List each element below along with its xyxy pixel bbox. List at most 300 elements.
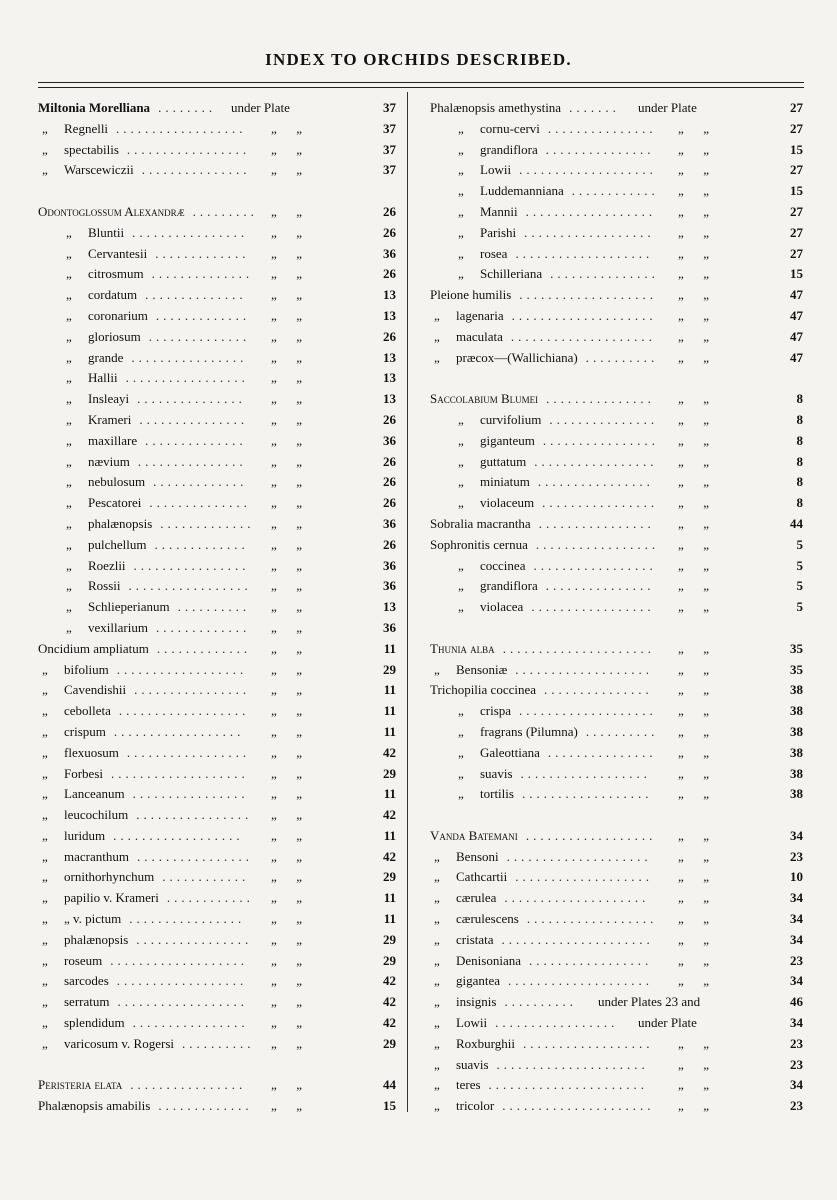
entry-name: miniatum xyxy=(480,474,530,490)
entry-name: sarcodes xyxy=(64,973,109,989)
leader-dots: ............ xyxy=(166,890,254,906)
index-entry xyxy=(38,493,396,514)
plate-number: 34 xyxy=(790,1015,803,1031)
ditto-mark: „ xyxy=(42,994,48,1010)
index-entry xyxy=(38,472,396,493)
plate-number: 29 xyxy=(383,661,396,677)
plate-number: 38 xyxy=(790,723,803,739)
ditto-mark: „ xyxy=(434,994,440,1010)
plate-reference: under Plate xyxy=(638,1015,697,1031)
entry-name: Bensoni xyxy=(456,848,499,864)
leader-dots: ................. xyxy=(534,453,658,469)
plate-reference: „ „ xyxy=(271,703,303,719)
index-entry xyxy=(38,535,396,556)
plate-reference: „ „ xyxy=(271,224,303,240)
plate-number: 38 xyxy=(790,703,803,719)
plate-reference: „ „ xyxy=(271,411,303,427)
plate-number: 5 xyxy=(796,557,803,573)
plate-reference: „ „ xyxy=(678,931,710,947)
index-entry xyxy=(430,535,803,556)
leader-dots: ................. xyxy=(495,1015,619,1031)
leader-dots: ................ xyxy=(130,1077,247,1093)
entry-name: nebulosum xyxy=(88,474,146,490)
plate-reference: „ „ xyxy=(678,786,710,802)
plate-reference: „ „ xyxy=(271,1077,303,1093)
plate-reference: „ „ xyxy=(678,890,710,906)
plate-number: 44 xyxy=(790,515,803,531)
leader-dots: ............... xyxy=(550,266,659,282)
plate-number: 11 xyxy=(383,890,396,906)
entry-name: Bluntii xyxy=(88,224,125,240)
plate-reference: „ „ xyxy=(678,203,710,219)
plate-reference: „ „ xyxy=(271,848,303,864)
ditto-mark: „ xyxy=(434,661,440,677)
plate-reference: „ „ xyxy=(271,287,303,303)
entry-name: Cathcartii xyxy=(456,869,508,885)
leader-dots: ................... xyxy=(110,952,249,968)
index-entry xyxy=(38,764,396,785)
plate-reference: „ „ xyxy=(678,162,710,178)
ditto-mark: „ xyxy=(458,474,464,490)
entry-name: gloriosum xyxy=(88,328,141,344)
plate-reference: „ „ xyxy=(678,578,710,594)
entry-name: Phalænopsis amethystina xyxy=(430,100,562,115)
plate-number: 38 xyxy=(790,744,803,760)
index-entry xyxy=(430,1096,803,1117)
entry-name: Lowii xyxy=(480,162,512,178)
index-entry xyxy=(430,1075,803,1096)
entry-name: violacea xyxy=(480,599,524,615)
plate-number: 8 xyxy=(796,453,803,469)
index-entry xyxy=(430,701,803,722)
entry-name: varicosum v. Rogersi xyxy=(64,1035,174,1051)
index-entry xyxy=(430,1034,803,1055)
index-entry xyxy=(430,264,803,285)
index-entry xyxy=(430,576,803,597)
index-entry xyxy=(430,764,803,785)
leader-dots: .................. xyxy=(116,973,248,989)
leader-dots: .................. xyxy=(117,994,248,1010)
plate-number: 8 xyxy=(796,411,803,427)
plate-reference: „ „ xyxy=(678,120,710,136)
index-entry xyxy=(38,1013,396,1034)
plate-reference: under Plates 23 and xyxy=(598,994,701,1010)
plate-number: 29 xyxy=(383,931,396,947)
index-entry xyxy=(38,660,396,681)
ditto-mark: „ xyxy=(458,557,464,573)
entry-name: maculata xyxy=(456,328,503,344)
entry-name: Saccolabium Blumei xyxy=(430,391,539,407)
plate-number: 46 xyxy=(790,994,803,1010)
leader-dots: ................... xyxy=(519,703,657,719)
entry-name: Regnelli xyxy=(64,120,109,136)
plate-number: 5 xyxy=(796,578,803,594)
ditto-mark: „ xyxy=(42,952,48,968)
leader-dots: .............. xyxy=(149,495,251,511)
ditto-mark: „ xyxy=(66,370,72,386)
index-entry xyxy=(430,743,803,764)
entry-name: cebolleta xyxy=(64,703,111,719)
index-entry xyxy=(38,1075,396,1096)
entry-name: Phalænopsis amabilis xyxy=(38,1098,151,1114)
entry-name: Galeottiana xyxy=(480,744,540,760)
leader-dots: .............. xyxy=(145,287,247,303)
entry-name: Krameri xyxy=(88,411,132,427)
plate-number: 29 xyxy=(383,1035,396,1051)
ditto-mark: „ xyxy=(434,911,440,927)
index-entry xyxy=(38,805,396,826)
plate-reference: „ „ xyxy=(678,536,710,552)
plate-reference: „ „ xyxy=(678,474,710,490)
ditto-mark: „ xyxy=(66,515,72,531)
leader-dots: ............... xyxy=(545,578,655,594)
entry-name: rosea xyxy=(480,245,508,261)
entry-name: grandiflora xyxy=(480,141,538,157)
index-entry xyxy=(430,244,803,265)
plate-number: 26 xyxy=(383,411,396,427)
plate-number: 44 xyxy=(383,1077,396,1093)
plate-reference: „ „ xyxy=(678,432,710,448)
leader-dots: ............. xyxy=(160,515,255,531)
entry-name: Vanda Batemani xyxy=(430,827,518,843)
plate-number: 36 xyxy=(383,619,396,635)
plate-number: 26 xyxy=(383,536,396,552)
ditto-mark: „ xyxy=(42,931,48,947)
ditto-mark: „ xyxy=(434,307,440,323)
plate-reference: „ „ xyxy=(678,952,710,968)
index-entry xyxy=(38,285,396,306)
index-entry xyxy=(38,306,396,327)
plate-reference: „ „ xyxy=(678,723,710,739)
entry-name: Warscewiczii xyxy=(64,162,134,178)
leader-dots: ................... xyxy=(515,245,654,261)
leader-dots: ................ xyxy=(134,682,251,698)
leader-dots: ............. xyxy=(153,474,248,490)
ditto-mark: „ xyxy=(458,703,464,719)
ditto-mark: „ xyxy=(458,495,464,511)
plate-reference: „ „ xyxy=(271,328,303,344)
index-entry xyxy=(38,992,396,1013)
entry-name: Cavendishii xyxy=(64,682,127,698)
plate-number: 5 xyxy=(796,599,803,615)
ditto-mark: „ xyxy=(42,723,48,739)
plate-reference: „ „ xyxy=(678,827,710,843)
entry-name: curvifolium xyxy=(480,411,542,427)
entry-name: suavis xyxy=(480,765,513,781)
plate-number: 13 xyxy=(383,307,396,323)
leader-dots: .......... xyxy=(585,349,659,365)
index-entry xyxy=(430,909,803,930)
ditto-mark: „ xyxy=(66,411,72,427)
entry-name: bifolium xyxy=(64,661,109,677)
plate-number: 36 xyxy=(383,578,396,594)
leader-dots: .............. xyxy=(148,328,251,344)
plate-number: 34 xyxy=(790,1077,803,1093)
index-entry xyxy=(430,223,803,244)
index-entry xyxy=(38,264,396,285)
leader-dots: .................... xyxy=(504,890,650,906)
ditto-mark: „ xyxy=(66,287,72,303)
ditto-mark: „ xyxy=(434,349,440,365)
plate-reference: „ „ xyxy=(271,911,303,927)
plate-number: 26 xyxy=(383,328,396,344)
section-gap xyxy=(38,181,396,202)
plate-reference: „ „ xyxy=(678,848,710,864)
plate-reference: „ „ xyxy=(678,1077,710,1093)
entry-name: Trichopilia coccinea xyxy=(430,682,537,698)
index-entry xyxy=(430,181,803,202)
plate-number: 29 xyxy=(383,869,396,885)
leader-dots: .......... xyxy=(177,599,251,615)
index-entry xyxy=(38,701,396,722)
leader-dots: .................. xyxy=(520,765,651,781)
plate-number: 36 xyxy=(383,432,396,448)
entry-name: Schlieperianum xyxy=(88,599,170,615)
entry-name: Luddemanniana xyxy=(480,183,564,199)
index-entry xyxy=(38,556,396,577)
leader-dots: ..................... xyxy=(502,640,655,656)
plate-reference: „ „ xyxy=(271,890,303,906)
plate-number: 34 xyxy=(790,890,803,906)
ditto-mark: „ xyxy=(42,973,48,989)
plate-reference: „ „ xyxy=(271,765,303,781)
plate-number: 23 xyxy=(790,1035,803,1051)
index-entry xyxy=(38,639,396,660)
plate-number: 11 xyxy=(383,723,396,739)
plate-number: 38 xyxy=(790,765,803,781)
leader-dots: .............. xyxy=(145,432,247,448)
ditto-mark: „ xyxy=(434,1015,440,1031)
leader-dots: ............... xyxy=(547,120,657,136)
plate-reference: „ „ xyxy=(271,1015,303,1031)
entry-name: Thunia alba xyxy=(430,640,495,656)
entry-name: Oncidium ampliatum xyxy=(38,640,149,656)
leader-dots: ...................... xyxy=(488,1077,649,1093)
index-entry xyxy=(430,1055,803,1076)
index-entry xyxy=(38,784,396,805)
ditto-mark: „ xyxy=(66,328,72,344)
plate-reference: „ „ xyxy=(271,266,303,282)
plate-number: 34 xyxy=(790,827,803,843)
leader-dots: ............... xyxy=(545,141,655,157)
plate-number: 27 xyxy=(790,245,803,261)
entry-name: Denisoniana xyxy=(456,952,521,968)
index-entry xyxy=(430,847,803,868)
leader-dots: .................. xyxy=(525,827,657,843)
entry-name: Mannii xyxy=(480,203,518,219)
ditto-mark: „ xyxy=(42,661,48,677)
entry-name: Parishi xyxy=(480,224,517,240)
index-entry xyxy=(38,847,396,868)
entry-name: citrosmum xyxy=(88,266,144,282)
plate-reference: „ „ xyxy=(678,411,710,427)
entry-name: fragrans (Pilumna) xyxy=(480,723,578,739)
index-entry xyxy=(38,389,396,410)
index-entry xyxy=(38,618,396,639)
plate-number: 11 xyxy=(383,827,396,843)
plate-reference: „ „ xyxy=(271,869,303,885)
ditto-mark: „ xyxy=(66,599,72,615)
plate-reference: „ „ xyxy=(271,349,303,365)
leader-dots: ................ xyxy=(537,474,654,490)
index-entry xyxy=(38,826,396,847)
ditto-mark: „ xyxy=(434,869,440,885)
entry-name: cærulea xyxy=(456,890,497,906)
plate-reference: „ „ xyxy=(678,287,710,303)
index-entry xyxy=(38,909,396,930)
header-rule xyxy=(38,87,804,88)
index-entry xyxy=(38,680,396,701)
leader-dots: .................. xyxy=(118,703,250,719)
index-entry xyxy=(430,992,803,1013)
ditto-mark: „ xyxy=(42,1015,48,1031)
entry-name: grande xyxy=(88,349,124,365)
plate-number: 26 xyxy=(383,266,396,282)
ditto-mark: „ xyxy=(66,619,72,635)
entry-name: Miltonia Morelliana xyxy=(38,100,151,115)
ditto-mark: „ xyxy=(42,162,48,178)
plate-reference: „ „ xyxy=(678,765,710,781)
index-entry xyxy=(430,867,803,888)
leader-dots: .......... xyxy=(504,994,577,1010)
plate-number: 27 xyxy=(790,224,803,240)
plate-reference: „ „ xyxy=(271,307,303,323)
leader-dots: .................... xyxy=(508,973,654,989)
entry-name: Lanceanum xyxy=(64,786,125,802)
leader-dots: ......... xyxy=(192,203,258,219)
entry-name: Cervantesii xyxy=(88,245,148,261)
plate-number: 38 xyxy=(790,682,803,698)
entry-name: Hallii xyxy=(88,370,118,386)
ditto-mark: „ xyxy=(434,952,440,968)
plate-reference: „ „ xyxy=(678,391,710,407)
index-entry xyxy=(430,597,803,618)
plate-number: 34 xyxy=(790,911,803,927)
plate-number: 26 xyxy=(383,495,396,511)
index-entry xyxy=(38,160,396,181)
plate-number: 36 xyxy=(383,515,396,531)
plate-number: 29 xyxy=(383,765,396,781)
plate-number: 34 xyxy=(790,973,803,989)
plate-number: 37 xyxy=(383,120,396,136)
leader-dots: .................... xyxy=(506,848,652,864)
leader-dots: ............. xyxy=(155,245,250,261)
plate-number: 27 xyxy=(790,100,803,115)
plate-reference: „ „ xyxy=(271,495,303,511)
leader-dots: ............... xyxy=(139,411,249,427)
ditto-mark: „ xyxy=(42,848,48,864)
section-gap xyxy=(38,1055,396,1076)
plate-reference: „ „ xyxy=(271,391,303,407)
leader-dots: ................ xyxy=(538,515,655,531)
ditto-mark: „ xyxy=(42,703,48,719)
entry-name: cristata xyxy=(456,931,494,947)
leader-dots: .................. xyxy=(523,1035,654,1051)
plate-reference: „ „ xyxy=(678,869,710,885)
leader-dots: .................. xyxy=(116,661,248,677)
leader-dots: ..................... xyxy=(501,931,654,947)
plate-number: 8 xyxy=(796,474,803,490)
entry-name: nævium xyxy=(88,453,130,469)
leader-dots: .......... xyxy=(585,723,659,739)
plate-number: 15 xyxy=(790,266,803,282)
index-entry xyxy=(430,431,803,452)
plate-number: 5 xyxy=(796,536,803,552)
ditto-mark: „ xyxy=(434,1035,440,1051)
index-entry xyxy=(38,576,396,597)
index-entry xyxy=(430,1013,803,1034)
entry-name: grandiflora xyxy=(480,578,538,594)
leader-dots: ................ xyxy=(132,224,249,240)
leader-dots: ................ xyxy=(136,848,253,864)
plate-reference: „ „ xyxy=(271,1098,303,1114)
plate-number: 42 xyxy=(383,1015,396,1031)
index-entry xyxy=(430,285,803,306)
ditto-mark: „ xyxy=(458,432,464,448)
leader-dots: ................. xyxy=(535,536,660,552)
entry-name: coronarium xyxy=(88,307,148,323)
ditto-mark: „ xyxy=(66,453,72,469)
entry-name: coccinea xyxy=(480,557,526,573)
plate-number: 47 xyxy=(790,328,803,344)
index-entry xyxy=(38,98,396,119)
ditto-mark: „ xyxy=(66,432,72,448)
plate-number: 47 xyxy=(790,349,803,365)
entry-name: ornithorhynchum xyxy=(64,869,155,885)
entry-name: Roxburghii xyxy=(456,1035,515,1051)
leader-dots: ..................... xyxy=(502,1098,655,1114)
index-entry xyxy=(38,743,396,764)
ditto-mark: „ xyxy=(42,141,48,157)
plate-number: 11 xyxy=(383,911,396,927)
leader-dots: ............... xyxy=(547,744,657,760)
plate-number: 15 xyxy=(790,183,803,199)
leader-dots: ............... xyxy=(137,391,246,407)
entry-name: splendidum xyxy=(64,1015,125,1031)
plate-number: 27 xyxy=(790,162,803,178)
ditto-mark: „ xyxy=(458,141,464,157)
plate-reference: „ „ xyxy=(271,536,303,552)
index-entry xyxy=(38,1034,396,1055)
index-entry xyxy=(38,202,396,223)
ditto-mark: „ xyxy=(42,869,48,885)
ditto-mark: „ xyxy=(458,765,464,781)
index-entry xyxy=(38,930,396,951)
leader-dots: .................. xyxy=(521,786,653,802)
plate-reference: „ „ xyxy=(271,744,303,760)
plate-reference: „ „ xyxy=(271,141,303,157)
entry-name: Pescatorei xyxy=(88,495,142,511)
entry-name: spectabilis xyxy=(64,141,119,157)
index-entry xyxy=(38,140,396,161)
leader-dots: ............. xyxy=(154,536,249,552)
entry-name: insignis xyxy=(456,994,497,1010)
index-entry xyxy=(38,951,396,972)
ditto-mark: „ xyxy=(458,162,464,178)
leader-dots: ............... xyxy=(549,411,659,427)
plate-number: 8 xyxy=(796,495,803,511)
ditto-mark: „ xyxy=(42,1035,48,1051)
plate-number: 35 xyxy=(790,661,803,677)
leader-dots: ..................... xyxy=(496,1056,649,1072)
plate-reference: „ „ xyxy=(678,245,710,261)
entry-name: phalænopsis xyxy=(64,931,129,947)
entry-name: pulchellum xyxy=(88,536,147,552)
plate-number: 10 xyxy=(790,869,803,885)
leader-dots: ................ xyxy=(132,786,249,802)
leader-dots: ................. xyxy=(125,370,249,386)
leader-dots: .................. xyxy=(525,203,657,219)
